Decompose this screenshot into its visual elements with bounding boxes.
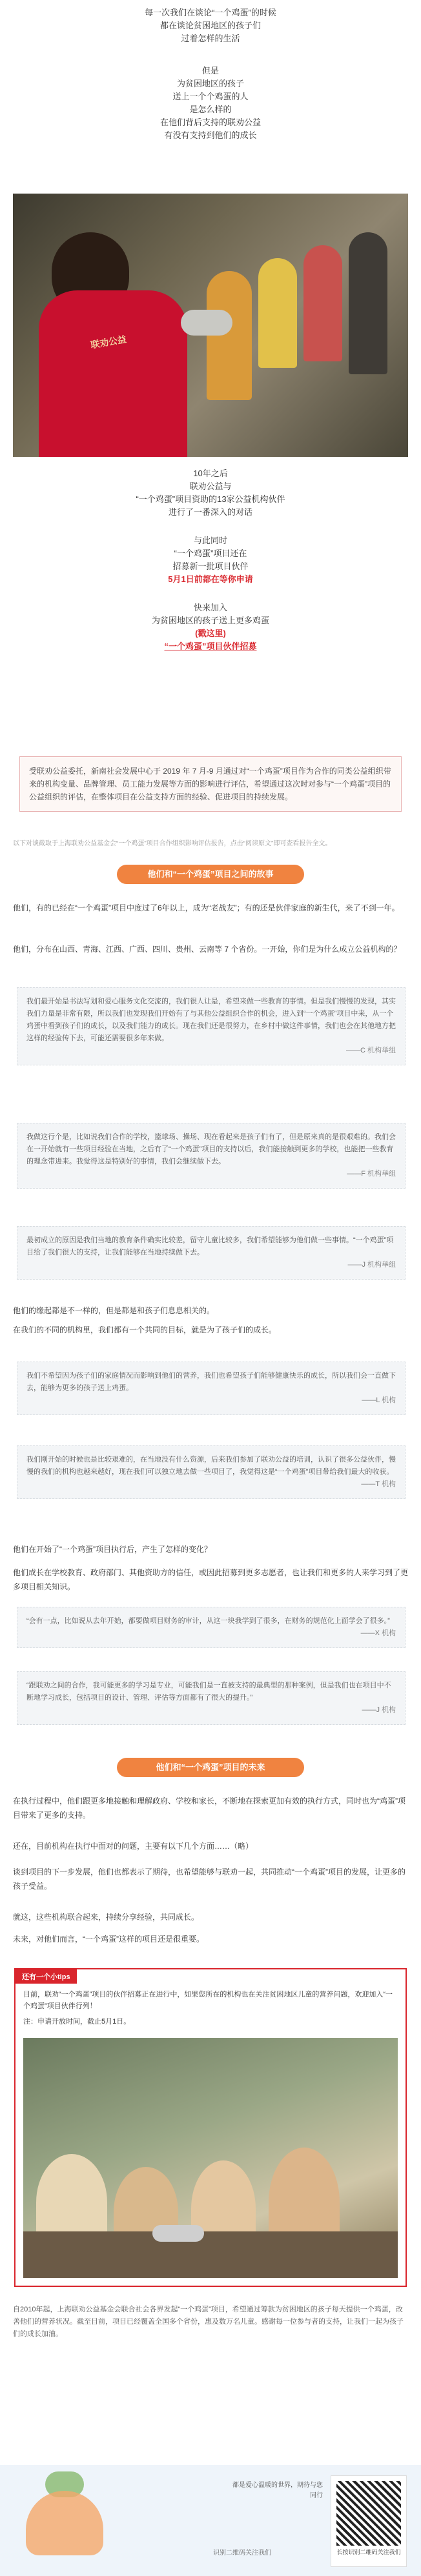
quote-attribution: ——C 机构举组	[346, 1047, 396, 1054]
quote-attribution: ——F 机构举组	[347, 1170, 396, 1178]
quote-block	[17, 1123, 406, 1189]
intro-line: 但是	[201, 66, 219, 75]
thanks-text: 识别二维码关注我们	[213, 2550, 271, 2557]
quote-text: 最初成立的原因是我们当地的教育条件确实比较差，留守儿童比较多，我们希望能够为他们做一些事情。“一个鸡蛋”项目给了我们很大的支持，让我们能够在当地持续做下去。	[26, 1236, 394, 1256]
paragraph: 他们，有的已经在“一个鸡蛋”项目中度过了6年以上，成为“老战友”；有的还是伙伴家庭的新生代，来了不到一年。	[13, 903, 400, 912]
follow-text: 都是爱心温暖的世界，期待与您同行	[232, 2482, 323, 2499]
child-figure	[258, 258, 297, 368]
quote-block	[17, 1671, 406, 1725]
bowl-icon	[181, 310, 232, 336]
section-banner: 他们和“一个鸡蛋”项目之间的故事	[117, 865, 304, 884]
report-intro-box	[19, 756, 402, 812]
shirt-logo: 联劝公益	[90, 334, 127, 350]
apply-line: 快来加入	[193, 603, 227, 612]
mid-line: “一个鸡蛋”项目资助的13家公益机构伙伴	[136, 494, 285, 504]
qr-code[interactable]	[331, 2475, 407, 2567]
recruit-line: “一个鸡蛋”项目还在	[174, 548, 247, 558]
paragraph: 他们的缘起都是不一样的，但是都是和孩子们息息相关的。	[13, 1306, 215, 1315]
qr-caption: 长按识别二维码关注我们	[336, 2549, 401, 2555]
table-surface	[23, 2231, 398, 2278]
note-text: 以下对谈截取于上海联劝公益基金会“一个鸡蛋”项目合作组织影响评估报告，点击“阅读原文”即可查看报告全文。	[13, 840, 332, 847]
adult-figure	[349, 232, 387, 374]
quote-block	[17, 987, 406, 1065]
tips-card	[14, 1968, 407, 2287]
apply-link[interactable]	[0, 640, 421, 653]
quote-text: 我们刚开始的时候也是比较艰难的，在当地没有什么资源，后来我们参加了联劝公益的培训，认识了很多公益伙伴，慢慢的我们的机构也越来越好，现在我们可以独立地去做一些项目了，我觉得这是“一个鸡蛋”项目带给我们最大的收获。	[26, 1456, 396, 1476]
paragraph: 还在，目前机构在执行中面对的问题，主要有以下几个方面……（略）	[13, 1842, 254, 1851]
quote-block	[17, 1226, 406, 1280]
tips-line: 注：申请开放时间，截止5月1日。	[23, 2018, 131, 2026]
intro-line: 过着怎样的生活	[181, 34, 240, 43]
paragraph: 未来，对他们而言，“一个鸡蛋”这样的项目还是很重要。	[13, 1935, 204, 1944]
footer	[0, 2465, 421, 2576]
mid-line: 联劝公益与	[189, 481, 232, 491]
quote-text: 我们最开始是书法写划和爱心服务文化交流的，我们很人让是，希望来做一些教育的事情。但是我们慢慢的发现，其实我们力量是非常有限，所以我们也发现我们开始有了与其他公益组织合作的机会，进入到“一个鸡蛋”项目中来，从一个鸡蛋中看到孩子们的成长，以及我们能力的成长。现在我们还是很努力，在乡村中做这件事情，我们也会在其他地方把这样的经验传下去，可能还需要很多年来做。	[26, 998, 396, 1042]
apply-link-hint[interactable]: (戳这里)	[195, 629, 226, 638]
quote-text: 我们不希望因为孩子们的家庭情况而影响到他们的营养，我们也希望孩子们能够健康快乐的成长，所以我们会一直做下去，能够为更多的孩子送上鸡蛋。	[26, 1372, 396, 1392]
dialogue-section	[0, 467, 421, 653]
paragraph: 谈到项目的下一步发展，他们也都表示了期待，也希望能够与联劝一起，共同推动“一个鸡蛋”项目的发展，让更多的孩子受益。	[13, 1867, 406, 1891]
cat-illustration-icon	[26, 2491, 103, 2555]
apply-line: 为贫困地区的孩子送上更多鸡蛋	[151, 616, 269, 625]
tips-line[interactable]: 目前，联劝“一个鸡蛋”项目的伙伴招募正在进行中，如果您所在的机构也在关注贫困地区儿童的营养问题，欢迎加入“一个鸡蛋”项目伙伴行列！	[23, 1991, 393, 2010]
recruit-link[interactable]: “一个鸡蛋”项目伙伴招募	[164, 641, 257, 651]
quote-block	[17, 1362, 406, 1415]
qr-code-icon	[336, 2481, 401, 2546]
recruit-line: 与此同时	[193, 536, 227, 545]
quote-text: “跟联劝之间的合作，我可能更多的学习是专业，可能我们是一直被支持的最典型的那种案例，但是我们也在项目中不断地学习成长，包括项目的设计、管理、评估等方面都有了很大的提升。”	[26, 1682, 391, 1702]
intro-line: 是怎么样的	[189, 105, 232, 114]
quote-block	[17, 1607, 406, 1648]
paragraph: 在我们的不同的机构里，我们都有一个共同的目标，就是为了孩子们的成长。	[13, 1325, 277, 1334]
children-eating-photo	[23, 2038, 398, 2278]
closing-paragraph: 自2010年起，上海联劝公益基金会联合社会各界发起“一个鸡蛋”项目，希望通过筹款为贫困地区的孩子每天提供一个鸡蛋，改善他们的营养状况。截至目前，项目已经覆盖全国多个省份，惠及数万名儿童。感谢每一位参与者的支持，让我们一起为孩子们的成长加油。	[13, 2306, 404, 2338]
intro-line: 为贫困地区的孩子	[176, 79, 244, 88]
intro-line: 都在谈论贫困地区的孩子们	[159, 21, 261, 30]
quote-attribution: ——J 机构举组	[347, 1261, 396, 1269]
recruit-line: 招募新一批项目伙伴	[172, 561, 249, 571]
paragraph: 他们，分布在山西、青海、江西、广西、四川、贵州、云南等 7 个省份。一开始，你们是为什么成立公益机构的？	[13, 945, 402, 954]
paragraph: 在执行过程中，他们跟更多地接触和理解政府、学校和家长，不断地在探索更加有效的执行方式，同时也为“鸡蛋”项目带来了更多的支持。	[13, 1796, 406, 1820]
paragraph: 就这，这些机构联合起来，持续分享经验，共同成长。	[13, 1913, 200, 1922]
child-figure	[207, 271, 252, 400]
section-banner: 他们和“一个鸡蛋”项目的未来	[117, 1758, 304, 1777]
report-intro-text: 受联劝公益委托，新南社会发展中心于 2019 年 7 月-9 月通过对“一个鸡蛋”项目作为合作的同类公益组织带来的机构变量、品牌管理、员工能力发展等方面的影响进行评估，希望通过这次时对参与“一个鸡蛋”项目的公益组织的评估，在整体项目在公益支持方面的经验、促进项目的持续发展。	[29, 767, 391, 801]
deadline-text: 5月1日前都在等你申请	[168, 574, 253, 584]
intro-line: 送上一个个鸡蛋的人	[172, 92, 249, 101]
intro-line: 在他们背后支持的联劝公益	[159, 117, 261, 127]
quote-text: “会有一点，比如说从去年开始，都要做项目财务的审计，从这一块我学到了很多，在财务的规范化上面学会了很多。”	[26, 1617, 390, 1625]
tips-body	[15, 1984, 406, 2033]
volunteer-shirt	[39, 290, 187, 457]
hero-photo	[13, 194, 408, 457]
mid-line: 10年之后	[193, 468, 228, 478]
quote-text: 我做这行个是，比如说我们合作的学校，篮球场、操场、现在看起来是孩子们有了，但是原来真的是很艰难的。我们会在一开始就有一些项目经验在当地，之后有了“一个鸡蛋”项目的支持以后，我们能接触到更多的学校，也能把一些教育的理念带进来。我觉得这是特别好的事情，我们会继续做下去。	[26, 1133, 396, 1165]
paragraph: 他们在开始了“一个鸡蛋”项目执行后，产生了怎样的变化？	[13, 1545, 212, 1554]
quote-attribution: ——X 机构	[360, 1629, 396, 1637]
child-figure	[303, 245, 342, 361]
intro-line: 有没有支持到他们的成长	[164, 130, 257, 140]
quote-attribution: ——J 机构	[362, 1706, 396, 1714]
intro-section	[0, 6, 421, 142]
intro-line: 每一次我们在谈论“一个鸡蛋”的时候	[145, 8, 276, 17]
quote-attribution: ——T 机构	[361, 1480, 396, 1488]
mid-line: 进行了一番深入的对话	[168, 507, 252, 517]
quote-attribution: ——L 机构	[362, 1396, 396, 1404]
quote-block	[17, 1445, 406, 1499]
paragraph: 他们成长在学校教育、政府部门、其他资助方的信任，或因此招募到更多志愿者，也让我们和更多的人来学习到了更多项目相关知识。	[13, 1568, 409, 1591]
bowl-icon	[152, 2225, 204, 2242]
tips-tag: 还有一个小tips	[15, 1969, 77, 1984]
